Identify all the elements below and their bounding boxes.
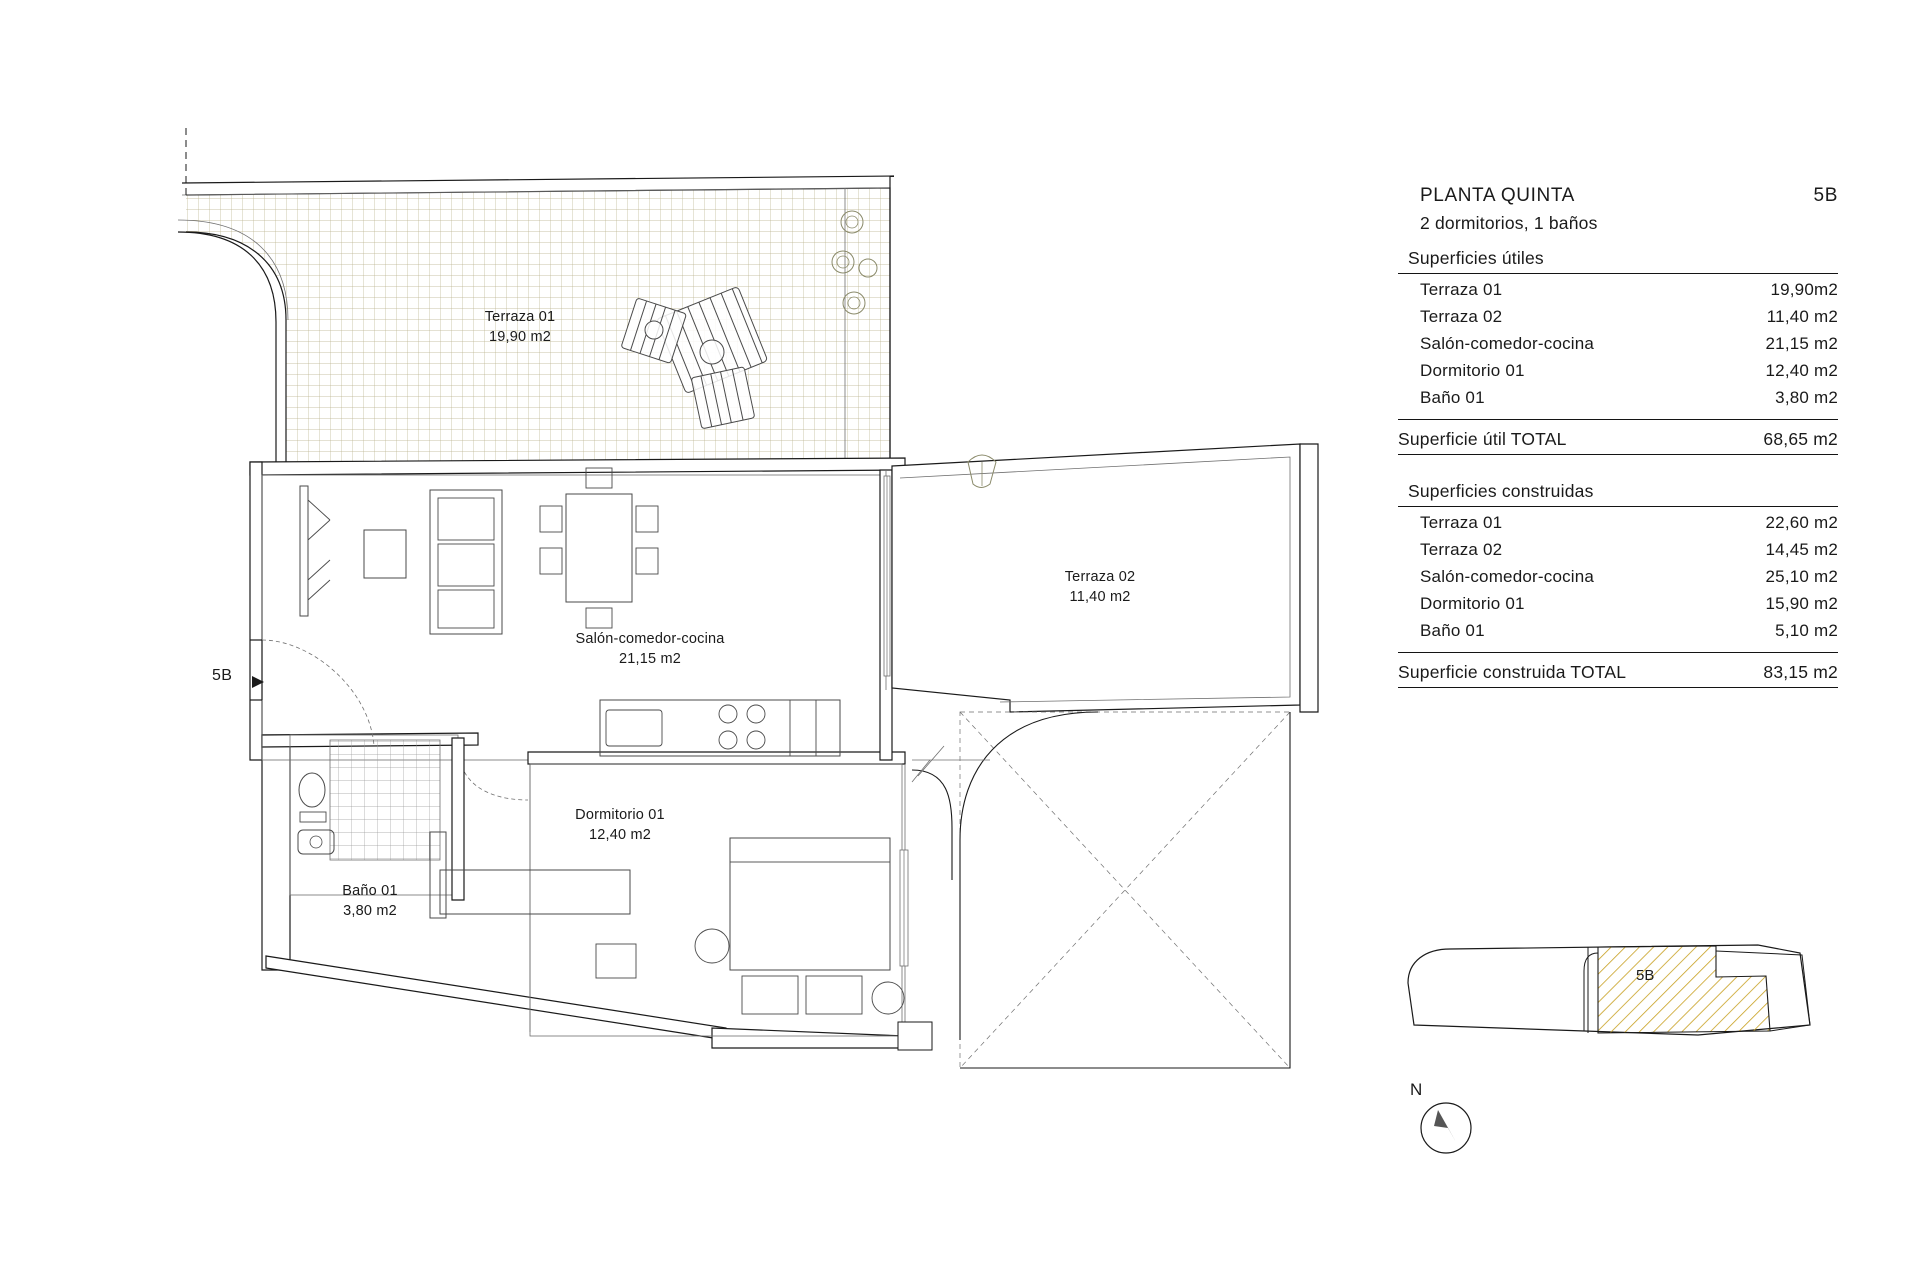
divider: [1398, 687, 1838, 688]
floor-title: PLANTA QUINTA: [1420, 185, 1575, 206]
area-value: 3,80 m2: [1775, 387, 1838, 407]
area-value: 15,90 m2: [1765, 593, 1838, 613]
key-plan-drawing: [1398, 905, 1838, 1065]
unit-code: 5B: [1813, 185, 1838, 206]
area-label: Dormitorio 01: [1420, 360, 1525, 380]
area-value: 12,40 m2: [1765, 360, 1838, 380]
area-row: [1398, 276, 1838, 303]
key-plan: [1398, 905, 1838, 1065]
room-name: Salón-comedor-cocina: [575, 631, 725, 647]
room-area: 19,90 m2: [488, 328, 552, 345]
room-area: 3,80 m2: [343, 902, 397, 919]
room-name: Dormitorio 01: [575, 807, 665, 823]
area-label: Terraza 01: [1420, 279, 1503, 299]
north-letter: N: [1410, 1080, 1423, 1099]
area-row: [1398, 536, 1838, 563]
room-label-terraza-01: [440, 308, 600, 347]
area-label: Terraza 02: [1420, 539, 1503, 559]
room-label-salon-comedor-cocina: [500, 630, 800, 669]
areas-panel: [1398, 185, 1838, 688]
built-areas-list: [1398, 509, 1838, 644]
room-area: 11,40 m2: [1069, 588, 1131, 605]
area-row: [1398, 303, 1838, 330]
north-arrow: [1408, 1080, 1498, 1170]
room-label-dormitorio-01: [520, 806, 720, 845]
area-value: 21,15 m2: [1765, 333, 1838, 353]
area-row: [1398, 384, 1838, 411]
area-value: 19,90m2: [1770, 279, 1838, 299]
area-label: Dormitorio 01: [1420, 593, 1525, 613]
room-area: 21,15 m2: [618, 650, 682, 667]
room-label-bano-01: [290, 882, 450, 921]
area-value: 14,45 m2: [1765, 539, 1838, 559]
area-label: Terraza 01: [1420, 512, 1503, 532]
area-row: [1398, 590, 1838, 617]
area-row: [1398, 617, 1838, 644]
useful-total-row: [1398, 420, 1838, 454]
divider: [1398, 273, 1838, 274]
total-value: 83,15 m2: [1763, 662, 1838, 682]
built-areas-heading: Superficies construidas: [1408, 481, 1594, 501]
total-value: 68,65 m2: [1763, 429, 1838, 449]
room-name: Terraza 02: [1064, 569, 1136, 585]
area-label: Salón-comedor-cocina: [1420, 333, 1595, 353]
area-label: Terraza 02: [1420, 306, 1503, 326]
plan-unit-marker: 5B: [212, 667, 233, 684]
key-plan-unit-code: 5B: [1636, 967, 1655, 984]
area-label: Salón-comedor-cocina: [1420, 566, 1595, 586]
useful-areas-list: [1398, 276, 1838, 411]
divider: [1398, 506, 1838, 507]
room-label-terraza-02: [1020, 568, 1180, 607]
area-row: [1398, 330, 1838, 357]
area-value: 22,60 m2: [1765, 512, 1838, 532]
area-value: 11,40 m2: [1766, 306, 1838, 326]
panel-subtitle: 2 dormitorios, 1 baños: [1420, 213, 1598, 233]
area-label: Baño 01: [1420, 387, 1485, 407]
total-label: Superficie útil TOTAL: [1398, 429, 1567, 449]
area-label: Baño 01: [1420, 620, 1485, 640]
room-name: Terraza 01: [484, 309, 556, 325]
useful-areas-heading: Superficies útiles: [1408, 248, 1544, 268]
area-value: 25,10 m2: [1765, 566, 1838, 586]
panel-title-row: [1398, 185, 1838, 207]
built-total-row: [1398, 653, 1838, 687]
divider: [1398, 454, 1838, 455]
area-value: 5,10 m2: [1775, 620, 1838, 640]
area-row: [1398, 509, 1838, 536]
room-name: Baño 01: [342, 883, 398, 899]
area-row: [1398, 357, 1838, 384]
total-label: Superficie construida TOTAL: [1398, 662, 1627, 682]
room-area: 12,40 m2: [588, 826, 652, 843]
area-row: [1398, 563, 1838, 590]
